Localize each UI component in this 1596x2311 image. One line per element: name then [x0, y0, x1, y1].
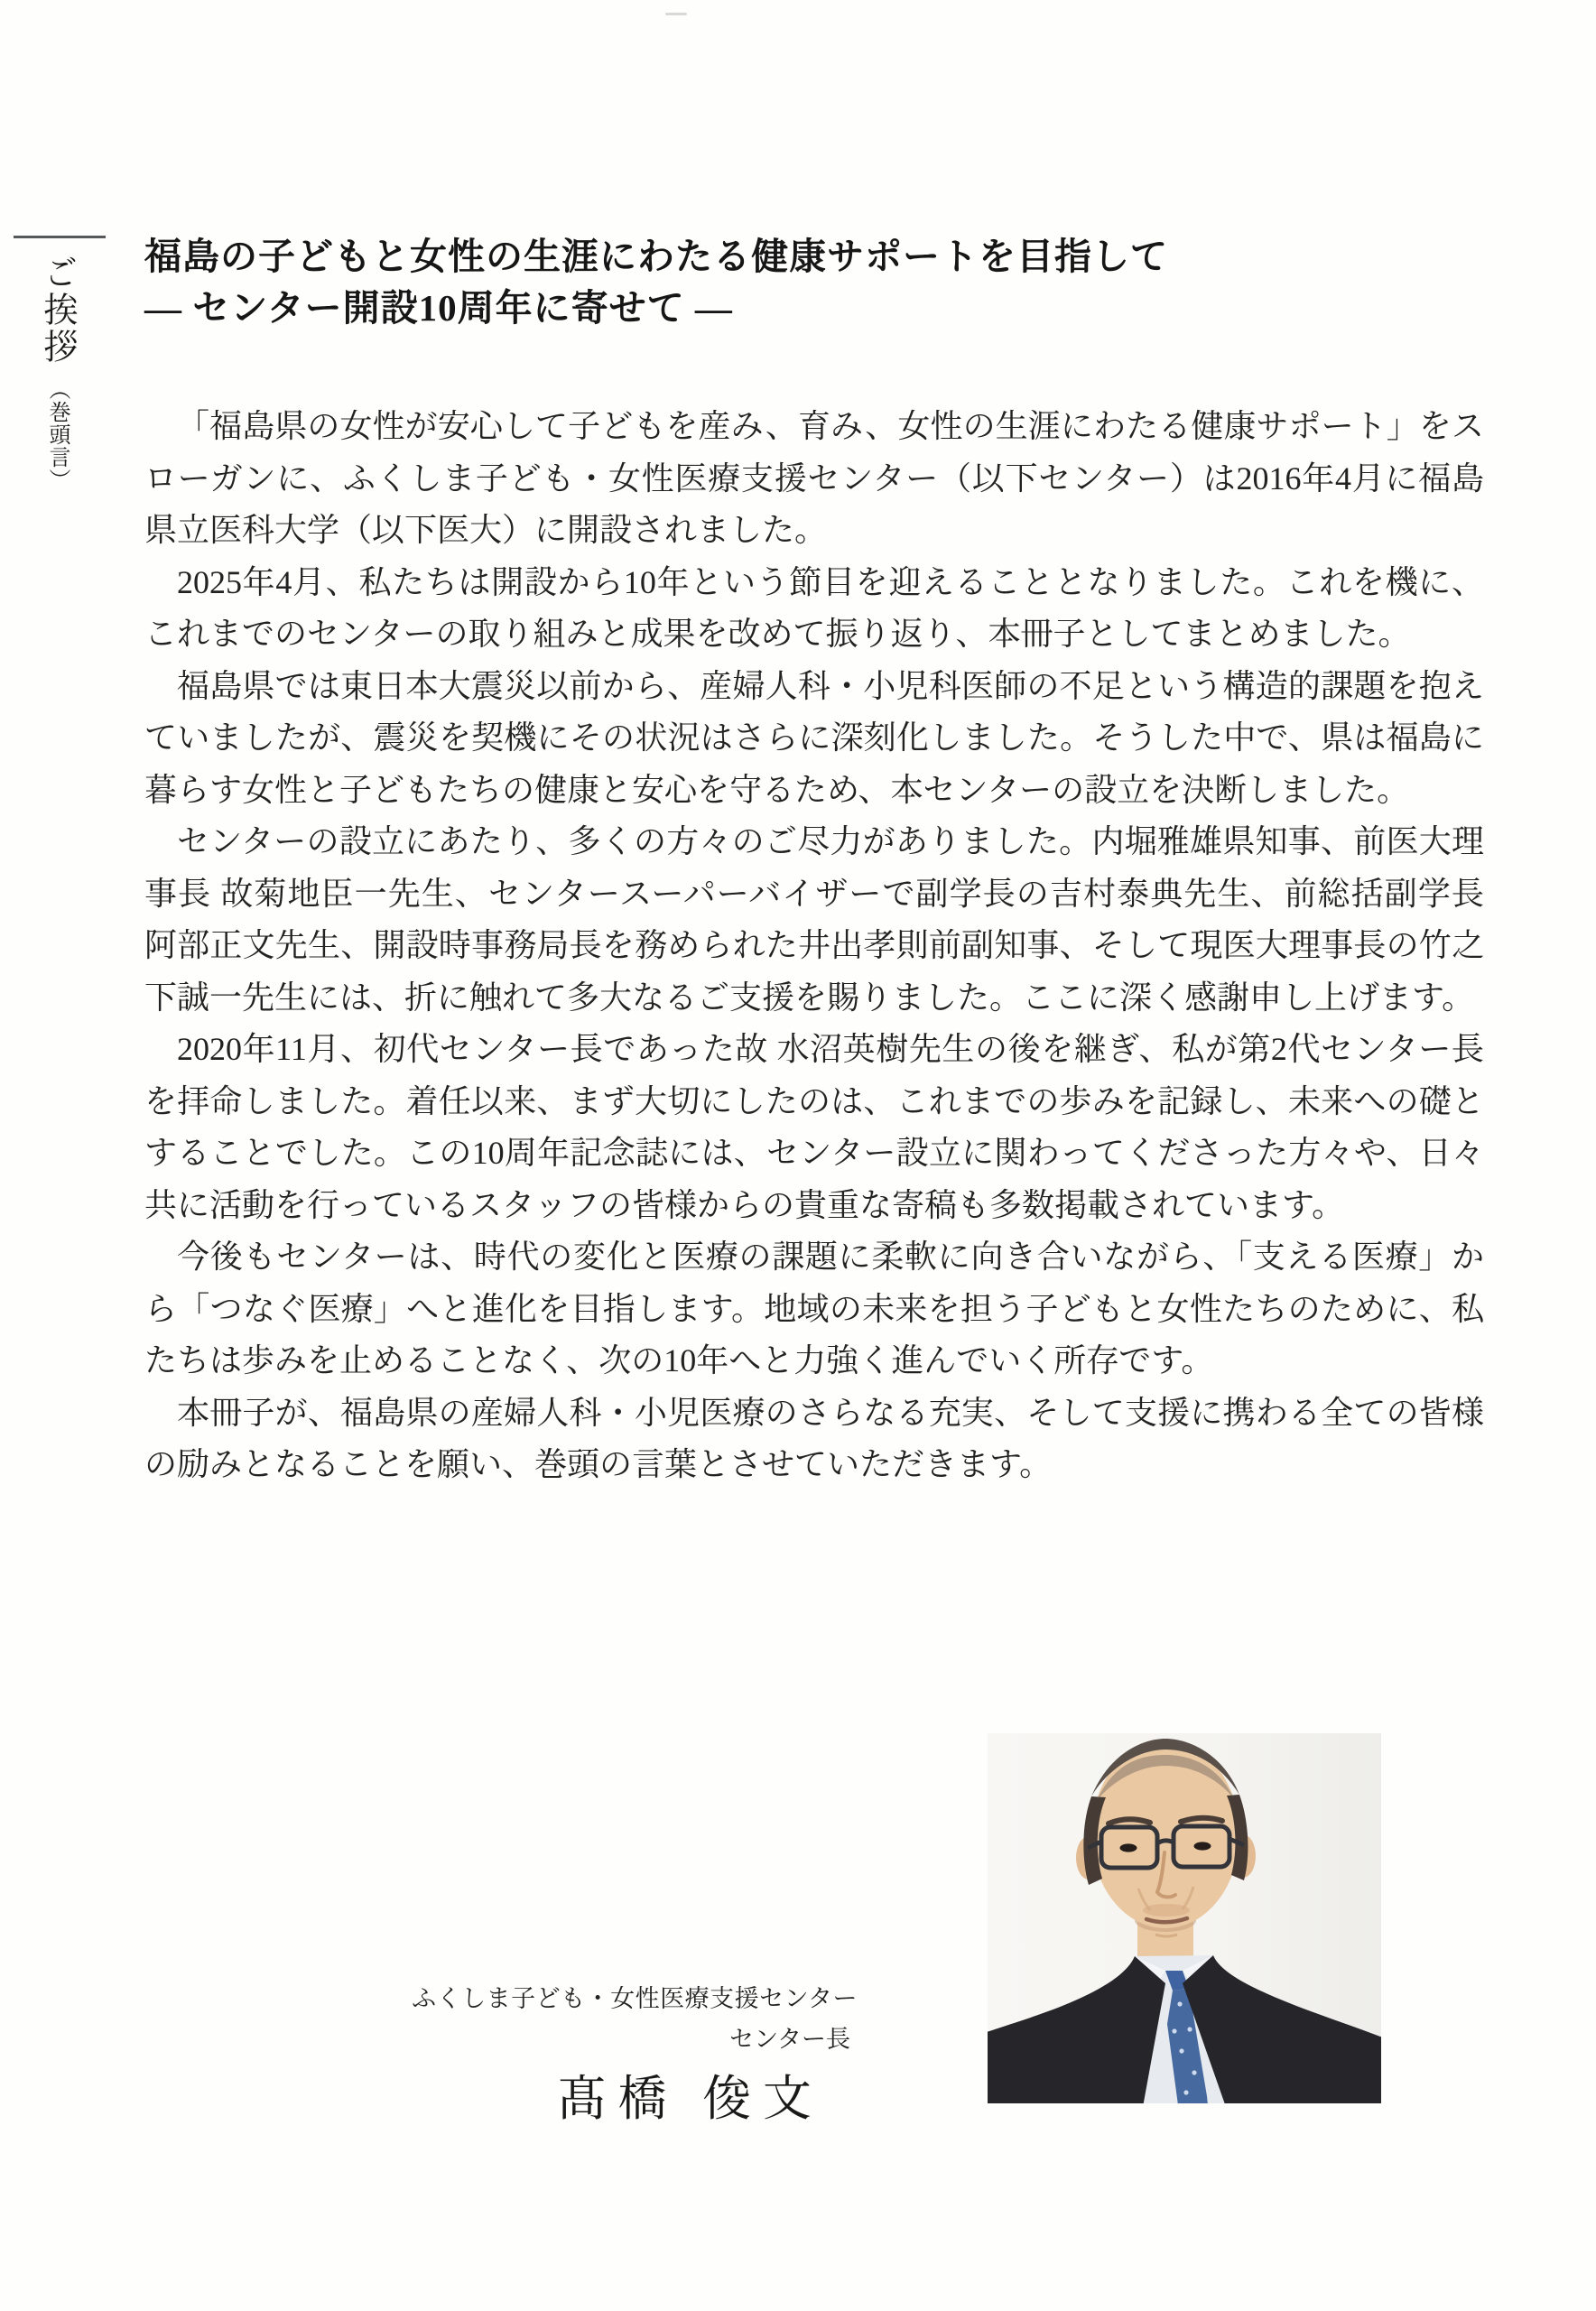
- body-paragraph: 2020年11月、初代センター長であった故 水沼英樹先生の後を継ぎ、私が第2代センター長を拝命しました。着任以来、まず大切にしたのは、これまでの歩みを記録し、未来への礎とすることでした。この10周年記念誌には、センター設立に関わってくださった方々や、日々共に活動を行っているスタッフの皆様からの貴重な寄稿も多数掲載されています。: [144, 1031, 1484, 1223]
- body-paragraph: 本冊子が、福島県の産婦人科・小児医療のさらなる充実、そして支援に携わる全ての皆様の励みとなることを願い、巻頭の言葉とさせていただきます。: [144, 1394, 1484, 1482]
- body-paragraph: 福島県では東日本大震災以前から、産婦人科・小児科医師の不足という構造的課題を抱えていましたが、震災を契機にその状況はさらに深刻化しました。そうした中で、県は福島に暮らす女性と子どもたちの健康と安心を守るため、本センターの設立を決断しました。: [144, 667, 1484, 808]
- body-paragraph: 「福島県の女性が安心して子どもを産み、育み、女性の生涯にわたる健康サポート」をスローガンに、ふくしま子ども・女性医療支援センター（以下センター）は2016年4月に福島県立医科大学（以下医大）に開設されました。: [144, 408, 1484, 548]
- title-line-2: ― センター開設10周年に寄せて ―: [144, 287, 733, 329]
- director-portrait-photo: [988, 1733, 1381, 2103]
- margin-note-sublabel: （巻頭言）: [45, 378, 69, 491]
- scan-artifact-dash: [665, 13, 687, 15]
- body-paragraph: 今後もセンターは、時代の変化と医療の課題に柔軟に向き合いながら、「支える医療」から「つなぐ医療」へと進化を目指します。地域の未来を担う子どもと女性たちのために、私たちは歩みを止めることなく、次の10年へと力強く進んでいく所存です。: [144, 1239, 1484, 1378]
- page-title: [144, 231, 1168, 334]
- signature-block: [406, 1979, 858, 2130]
- signature-name: 髙橋 俊文: [557, 2072, 823, 2126]
- title-line-1: 福島の子どもと女性の生涯にわたる健康サポートを目指して: [144, 236, 1168, 277]
- margin-note-label: ご挨拶: [38, 255, 76, 366]
- body-text: [144, 401, 1484, 1491]
- margin-note: [32, 255, 82, 491]
- portrait-illustration: [988, 1733, 1381, 2103]
- signature-org: ふくしま子ども・女性医療支援センター: [412, 1985, 858, 2012]
- body-paragraph: 2025年4月、私たちは開設から10年という節目を迎えることとなりました。これを機に、これまでのセンターの取り組みと成果を改めて振り返り、本冊子としてまとめました。: [144, 563, 1484, 652]
- signature-role: センター長: [729, 2026, 850, 2053]
- body-paragraph: センターの設立にあたり、多くの方々のご尽力がありました。内堀雅雄県知事、前医大理事長 故菊地臣一先生、センタースーパーバイザーで副学長の吉村泰典先生、前総括副学長 阿部正文先生、開設時事務局長を務められた井出孝則前副知事、そして現医大理事長の竹之下誠一先生には、折に触れて多大なるご支援を賜りました。ここに深く感謝申し上げます。: [144, 823, 1484, 1016]
- margin-rule: [14, 236, 106, 238]
